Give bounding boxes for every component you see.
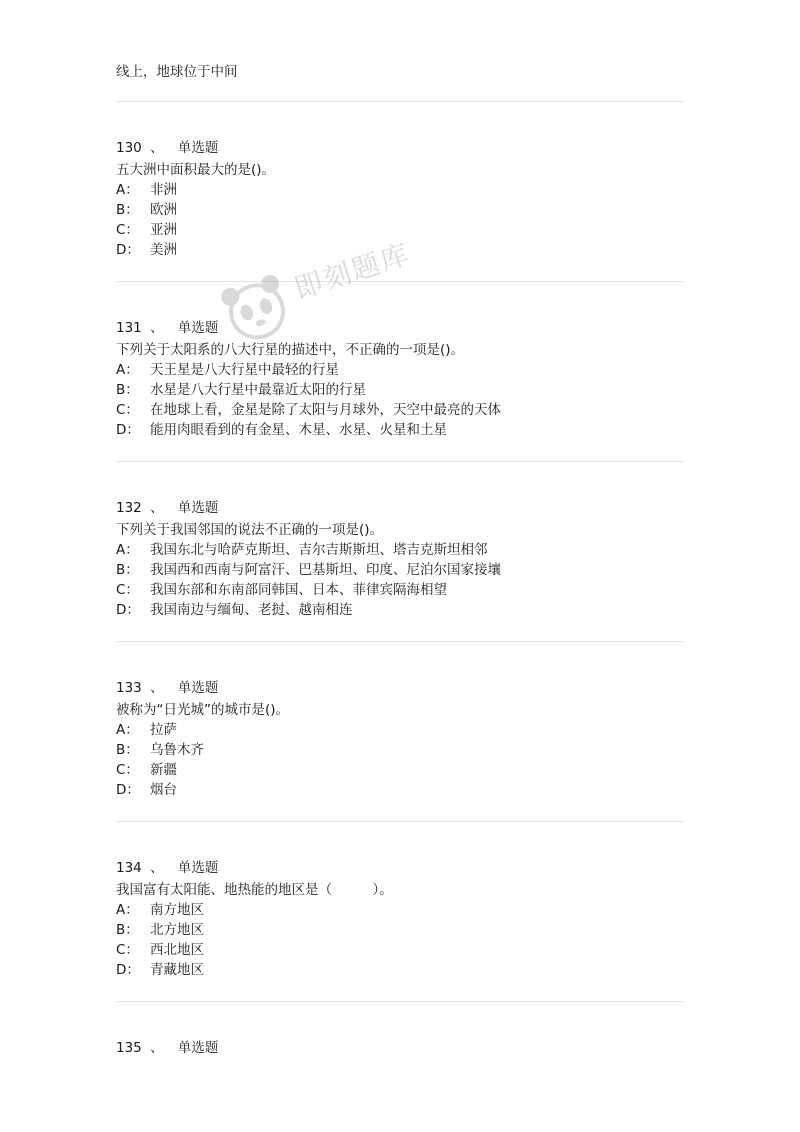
- option-text: 天王星是八大行星中最轻的行星: [150, 362, 339, 378]
- option-d[interactable]: [116, 240, 684, 260]
- option-text: 非洲: [150, 182, 177, 198]
- option-d[interactable]: [116, 780, 684, 800]
- option-letter: A：: [116, 182, 139, 198]
- question-stem: 五大洲中面积最大的是()。: [116, 162, 276, 178]
- option-text: 我国东北与哈萨克斯坦、吉尔吉斯斯坦、塔吉克斯坦相邻: [150, 542, 488, 558]
- option-b[interactable]: [116, 200, 684, 220]
- option-c[interactable]: [116, 940, 684, 960]
- divider: [116, 101, 684, 102]
- option-a[interactable]: [116, 540, 684, 560]
- option-letter: A：: [116, 542, 139, 558]
- question-135: [116, 1038, 684, 1060]
- question-132: [116, 498, 684, 620]
- option-b[interactable]: [116, 920, 684, 940]
- divider: [116, 1001, 684, 1002]
- question-stem: 下列关于我国邻国的说法不正确的一项是()。: [116, 522, 384, 538]
- option-b[interactable]: [116, 740, 684, 760]
- question-separator: 、: [150, 680, 164, 696]
- question-stem: 下列关于太阳系的八大行星的描述中，不正确的一项是()。: [116, 342, 465, 358]
- option-letter: D：: [116, 962, 140, 978]
- option-text: 在地球上看，金星是除了太阳与月球外，天空中最亮的天体: [150, 402, 501, 418]
- question-type: 单选题: [177, 1040, 219, 1056]
- option-letter: B：: [116, 382, 139, 398]
- question-133: [116, 678, 684, 800]
- question-number: 133: [116, 680, 142, 696]
- question-type: 单选题: [177, 320, 219, 336]
- question-separator: 、: [150, 1040, 164, 1056]
- divider: [116, 641, 684, 642]
- option-letter: C：: [116, 402, 139, 418]
- question-separator: 、: [150, 320, 164, 336]
- option-a[interactable]: [116, 180, 684, 200]
- question-header: [116, 1038, 684, 1058]
- question-type: 单选题: [177, 500, 219, 516]
- question-separator: 、: [150, 140, 164, 156]
- question-number: 134: [116, 860, 142, 876]
- previous-answer-fragment: 线上，地球位于中间: [116, 64, 238, 80]
- option-text: 美洲: [150, 242, 177, 258]
- option-letter: D：: [116, 602, 140, 618]
- question-header: [116, 678, 684, 698]
- question-header: [116, 858, 684, 878]
- option-letter: C：: [116, 582, 139, 598]
- question-header: [116, 318, 684, 338]
- watermark-text: 即刻题库: [290, 237, 415, 306]
- question-131: [116, 318, 684, 440]
- question-type: 单选题: [177, 140, 219, 156]
- question-header: [116, 498, 684, 518]
- option-letter: C：: [116, 762, 139, 778]
- option-letter: D：: [116, 422, 140, 438]
- divider: [116, 461, 684, 462]
- option-d[interactable]: [116, 960, 684, 980]
- question-130: [116, 138, 684, 260]
- option-text: 乌鲁木齐: [150, 742, 204, 758]
- option-a[interactable]: [116, 900, 684, 920]
- option-d[interactable]: [116, 420, 684, 440]
- option-letter: A：: [116, 722, 139, 738]
- option-letter: C：: [116, 222, 139, 238]
- option-text: 我国西和西南与阿富汗、巴基斯坦、印度、尼泊尔国家接壤: [150, 562, 501, 578]
- question-separator: 、: [150, 500, 164, 516]
- option-letter: A：: [116, 362, 139, 378]
- option-c[interactable]: [116, 400, 684, 420]
- divider: [116, 281, 684, 282]
- option-letter: B：: [116, 202, 139, 218]
- option-text: 我国南边与缅甸、老挝、越南相连: [150, 602, 353, 618]
- option-text: 拉萨: [150, 722, 177, 738]
- option-letter: D：: [116, 242, 140, 258]
- question-separator: 、: [150, 860, 164, 876]
- divider: [116, 821, 684, 822]
- option-text: 南方地区: [150, 902, 204, 918]
- option-text: 新疆: [150, 762, 177, 778]
- question-stem: 被称为“日光城”的城市是()。: [116, 702, 290, 718]
- option-a[interactable]: [116, 360, 684, 380]
- option-c[interactable]: [116, 760, 684, 780]
- option-text: 西北地区: [150, 942, 204, 958]
- option-text: 水星是八大行星中最靠近太阳的行星: [150, 382, 366, 398]
- question-number: 131: [116, 320, 142, 336]
- option-letter: B：: [116, 742, 139, 758]
- question-header: [116, 138, 684, 158]
- option-letter: B：: [116, 922, 139, 938]
- option-letter: A：: [116, 902, 139, 918]
- option-d[interactable]: [116, 600, 684, 620]
- question-134: [116, 858, 684, 980]
- option-c[interactable]: [116, 580, 684, 600]
- option-text: 我国东部和东南部同韩国、日本、菲律宾隔海相望: [150, 582, 447, 598]
- option-text: 能用肉眼看到的有金星、木星、水星、火星和土星: [150, 422, 447, 438]
- question-stem: 我国富有太阳能、地热能的地区是（ ）。: [116, 882, 393, 898]
- option-text: 烟台: [150, 782, 177, 798]
- option-text: 青藏地区: [150, 962, 204, 978]
- question-type: 单选题: [177, 860, 219, 876]
- option-c[interactable]: [116, 220, 684, 240]
- option-text: 欧洲: [150, 202, 177, 218]
- option-b[interactable]: [116, 560, 684, 580]
- question-type: 单选题: [177, 680, 219, 696]
- option-b[interactable]: [116, 380, 684, 400]
- option-letter: D：: [116, 782, 140, 798]
- question-number: 130: [116, 140, 142, 156]
- option-letter: B：: [116, 562, 139, 578]
- question-number: 132: [116, 500, 142, 516]
- option-letter: C：: [116, 942, 139, 958]
- option-text: 北方地区: [150, 922, 204, 938]
- option-a[interactable]: [116, 720, 684, 740]
- question-number: 135: [116, 1040, 142, 1056]
- option-text: 亚洲: [150, 222, 177, 238]
